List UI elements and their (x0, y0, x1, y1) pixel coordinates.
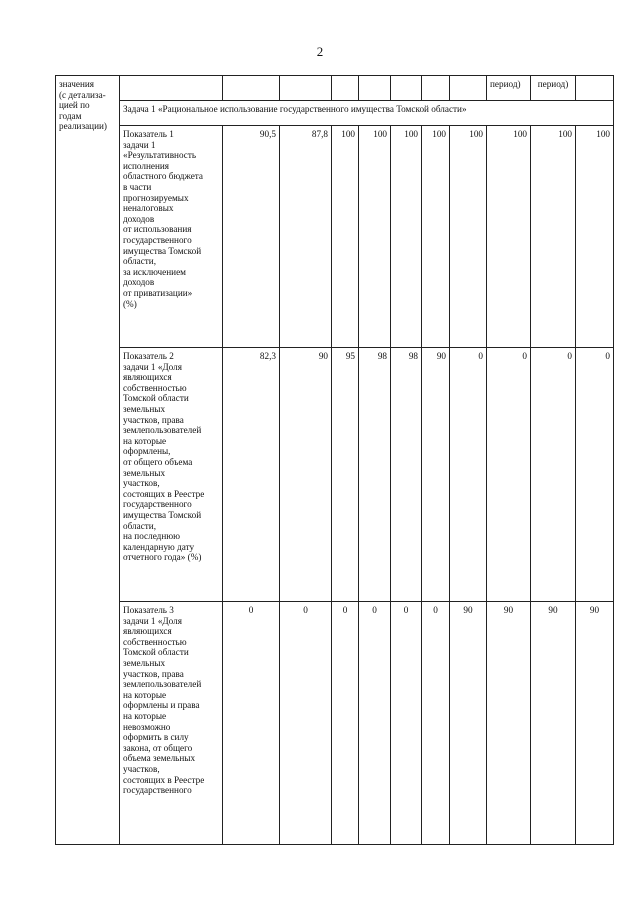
value-cell: 90 (531, 602, 576, 845)
value-cell: 0 (487, 348, 531, 602)
value-cell: 0 (223, 602, 280, 845)
value-cell: 100 (332, 126, 359, 348)
value-cell: 0 (391, 602, 422, 845)
indicator-row (56, 126, 614, 348)
task-row (56, 101, 614, 126)
value-cell: 0 (332, 602, 359, 845)
value-cell: 100 (422, 126, 450, 348)
value-cell: 0 (280, 602, 332, 845)
value-cell: 87,8 (280, 126, 332, 348)
task-title: Задача 1 «Рациональное использование государственного имущества Томской области» (120, 101, 614, 126)
value-cell: 95 (332, 348, 359, 602)
value-cell: 0 (422, 602, 450, 845)
header-cell (332, 76, 359, 101)
value-cell: 0 (359, 602, 391, 845)
indicator-label: Показатель 1 задачи 1 «Результативность исполнения областного бюджета в части прогнозируемых неналоговых доходов от использования государственного имущества Томской области, за исключением доходов от приватизации» (%) (120, 126, 223, 348)
value-cell: 98 (391, 348, 422, 602)
value-cell: 100 (391, 126, 422, 348)
value-cell: 90 (280, 348, 332, 602)
value-cell: 82,3 (223, 348, 280, 602)
header-cell (422, 76, 450, 101)
indicator-row (56, 602, 614, 845)
value-cell: 90 (422, 348, 450, 602)
value-cell: 100 (576, 126, 614, 348)
value-cell: 90 (450, 602, 487, 845)
indicators-table (55, 75, 614, 845)
value-cell: 90 (576, 602, 614, 845)
header-cell (120, 76, 223, 101)
value-cell: 0 (450, 348, 487, 602)
value-cell: 100 (531, 126, 576, 348)
value-cell: 100 (487, 126, 531, 348)
page-number: 2 (316, 44, 324, 59)
value-cell: 98 (359, 348, 391, 602)
indicator-label: Показатель 3 задачи 1 «Доля являющихся собственностью Томской области земельных участков, права землепользователей на которые оформлены и права на которые невозможно оформить в силу закона, от общего объема земельных участков, состоящих в Реестре государственного (120, 602, 223, 845)
value-cell: 100 (359, 126, 391, 348)
indicator-label: Показатель 2 задачи 1 «Доля являющихся собственностью Томской области земельных участков, права землепользователей на которые оформлены, от общего объема земельных участков, состоящих в Реестре государственного имущества Томской области, на последнюю календарную дату отчетного года» (%) (120, 348, 223, 602)
header-row (56, 76, 614, 101)
value-cell: 100 (450, 126, 487, 348)
header-cell (280, 76, 332, 101)
header-cell (359, 76, 391, 101)
header-cell (223, 76, 280, 101)
value-cell: 90,5 (223, 126, 280, 348)
header-cell (576, 76, 614, 101)
header-cell (450, 76, 487, 101)
value-cell: 0 (576, 348, 614, 602)
side-label: значения (с детализа- цией по годам реализации) (56, 76, 120, 845)
header-cell: период) (531, 76, 576, 101)
header-cell: период) (487, 76, 531, 101)
value-cell: 90 (487, 602, 531, 845)
indicator-row (56, 348, 614, 602)
header-cell (391, 76, 422, 101)
value-cell: 0 (531, 348, 576, 602)
